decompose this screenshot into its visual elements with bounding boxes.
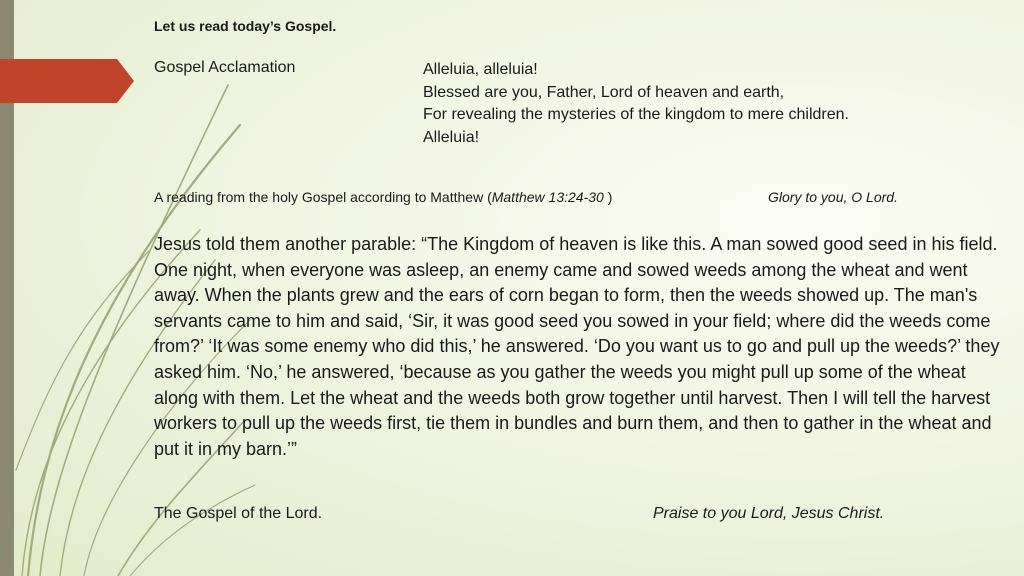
scripture-citation: Matthew 13:24-30 (491, 189, 604, 205)
reading-response: Glory to you, O Lord. (768, 189, 898, 205)
reading-intro-close: ) (603, 189, 613, 205)
reading-intro-text: A reading from the holy Gospel according to Matthew ( (154, 189, 492, 205)
acclamation-line: Alleluia! (423, 128, 480, 146)
acclamation-line: Alleluia, alleluia! (423, 61, 538, 78)
reading-introduction (154, 189, 612, 205)
gospel-acclamation-label: Gospel Acclamation (154, 59, 296, 76)
slide-heading: Let us read today’s Gospel. (154, 18, 337, 34)
closing-response: Praise to you Lord, Jesus Christ. (653, 505, 885, 522)
acclamation-line: For revealing the mysteries of the kingdom to mere children. (423, 106, 849, 123)
gospel-acclamation-text (423, 59, 849, 149)
gospel-closing: The Gospel of the Lord. (154, 505, 323, 522)
gospel-passage: Jesus told them another parable: “The Kingdom of heaven is like this. A man sowed good seed in his field. One night, when everyone was asleep, an enemy came and sowed weeds among the wheat and went away. When the plants grew and the ears of corn began to form, then the weeds showed up. The man's servants came to him and said, ‘Sir, it was good seed you sowed in your field; where did the weeds come from?’ ‘It was some enemy who did this,’ he answered. ‘Do you want us to go and pull up the weeds?’ they asked him. ‘No,’ he answered, ‘because as you gather the weeds you might pull up some of the wheat along with them. Let the wheat and the weeds both grow together until harvest. Then I will tell the harvest workers to pull up the weeds first, tie them in bundles and burn them, and then to gather in the wheat and put it in my barn.’” (154, 234, 1000, 459)
grass-blade-7 (16, 250, 150, 470)
title-arrow-shape (0, 59, 134, 103)
acclamation-line: Blessed are you, Father, Lord of heaven and earth, (423, 83, 785, 101)
